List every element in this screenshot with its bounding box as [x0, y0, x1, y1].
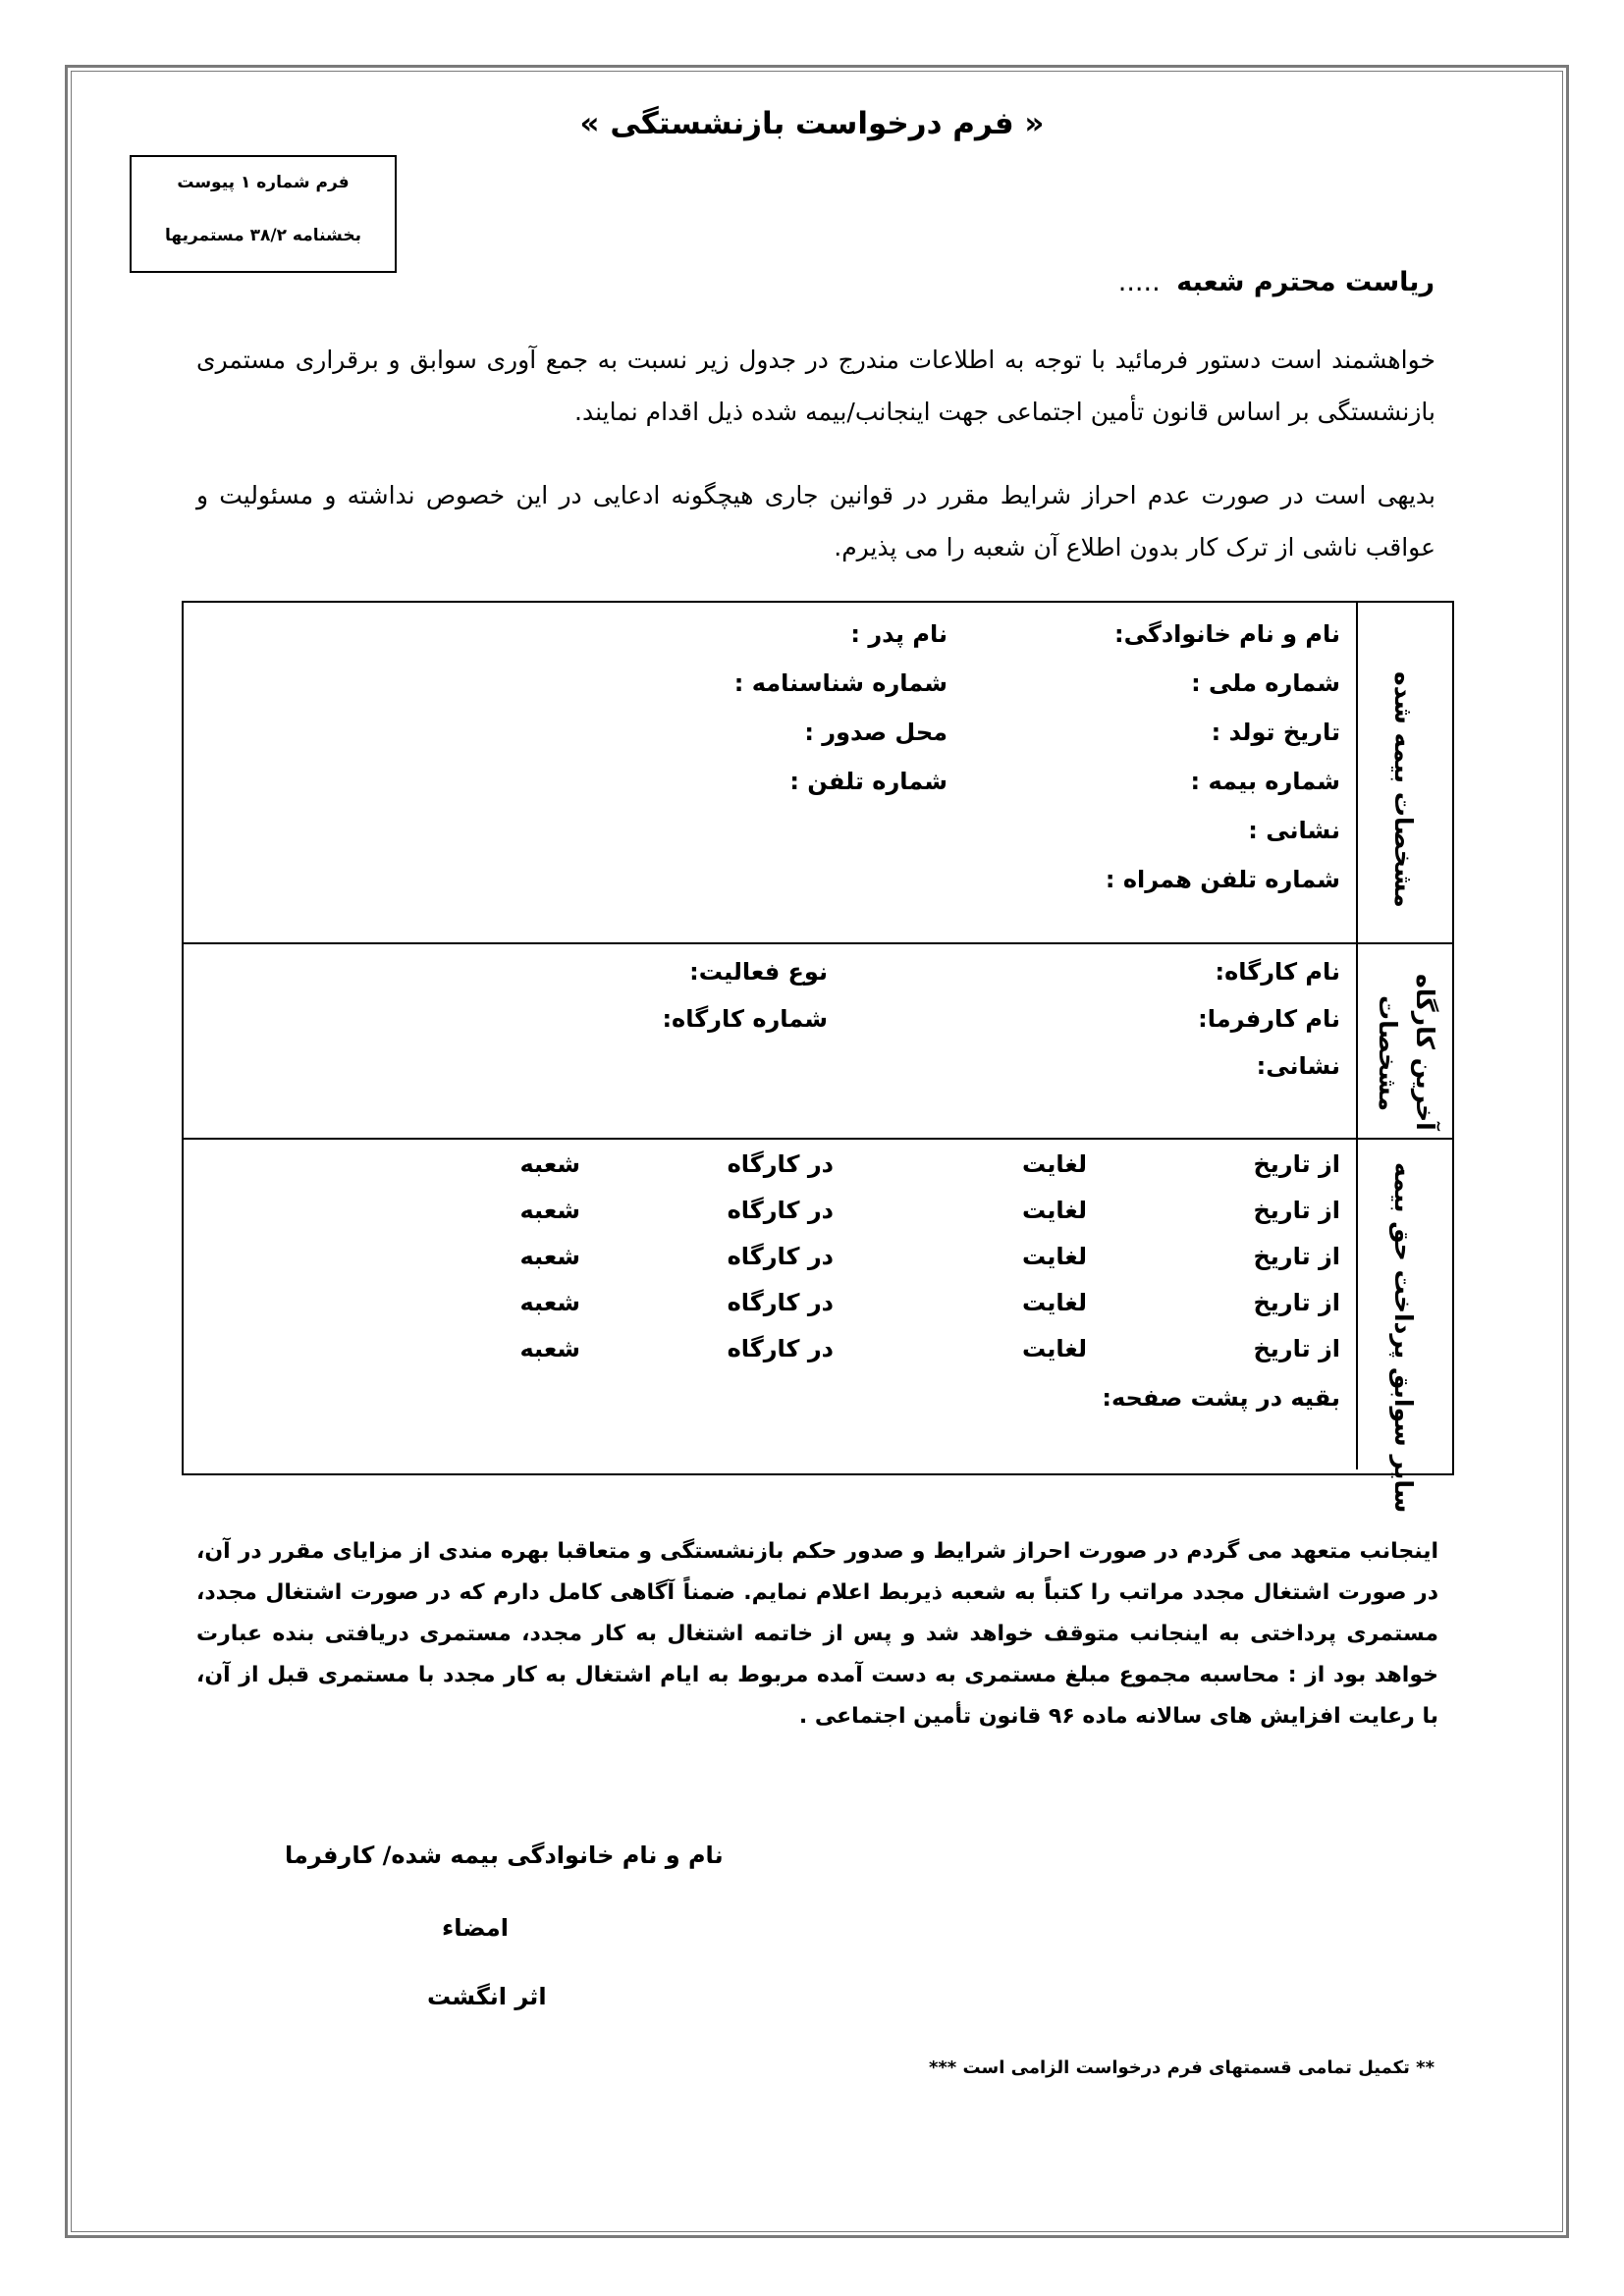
history-branch: شعبه — [519, 1197, 580, 1224]
section-divider-1 — [184, 942, 1452, 944]
footnote: ** تکمیل تمامی قسمتهای فرم درخواست الزامی است *** — [928, 2057, 1435, 2078]
history-workplace: در کارگاه — [727, 1150, 834, 1178]
issue-place-field: محل صدور : — [804, 719, 947, 746]
info-table — [182, 601, 1454, 1514]
mobile-field: شماره تلفن همراه : — [1105, 866, 1340, 893]
history-until: لغایت — [1022, 1197, 1087, 1224]
history-branch: شعبه — [519, 1243, 580, 1270]
acknowledgement-paragraph: بدیهی است در صورت عدم احراز شرایط مقرر در قوانین جاری هیچگونه ادعایی در این خصوص نداشته و مسئولیت و عواقب ناشی از ترک کار بدون اطلاع آن شعبه را می پذیرم. — [196, 481, 1435, 561]
history-section-heading: سایر سوابق پرداخت حق بیمه — [1389, 1162, 1418, 1514]
history-from-date: از تاریخ — [1253, 1197, 1340, 1224]
history-from-date: از تاریخ — [1253, 1243, 1340, 1270]
history-branch: شعبه — [519, 1335, 580, 1362]
history-from-date: از تاریخ — [1253, 1150, 1340, 1178]
signature-label: امضاء — [442, 1914, 510, 1942]
history-workplace: در کارگاه — [727, 1243, 834, 1270]
history-until: لغایت — [1022, 1243, 1087, 1270]
history-workplace: در کارگاه — [727, 1335, 834, 1362]
attachment-box — [130, 155, 397, 273]
history-workplace: در کارگاه — [727, 1289, 834, 1316]
salutation-dots: ..... — [1117, 267, 1161, 297]
history-from-date: از تاریخ — [1253, 1335, 1340, 1362]
section-divider-2 — [184, 1138, 1452, 1140]
attachment-line-2: بخشنامه ۳۸/۲ مستمریها — [164, 226, 361, 245]
continued-on-back: بقیه در پشت صفحه: — [1102, 1384, 1340, 1412]
insurance-number-field: شماره بیمه : — [1190, 768, 1340, 795]
request-paragraph: خواهشمند است دستور فرمائید با توجه به اطلاعات مندرج در جدول زیر نسبت به جمع آوری سوابق و برقراری مستمری بازنشستگی بر اساس قانون تأمین اجتماعی جهت اینجانب/بیمه شده ذیل اقدام نمایند. — [196, 346, 1435, 426]
workplace-number-field: شماره کارگاه: — [662, 1005, 828, 1033]
commitment-paragraph: اینجانب متعهد می گردم در صورت احراز شرایط و صدور حکم بازنشستگی و متعاقبا بهره مندی از مزایای مقرر در آن، در صورت اشتغال مجدد مراتب را کتباً به شعبه ذیربط اعلام نمایم. ضمناً آگاهی کامل دارم که در صورت اشتغال مجدد، مستمری پرداختی به اینجانب متوقف خواهد شد و پس از خاتمه اشتغال به کار مجدد، مستمری دریافتی بنده عبارت خواهد بود از : محاسبه مجموع مبلغ مستمری به دست آمده مربوط به ایام اشتغال به کار مجدد با مستمری قبل از آن، با رعایت افزایش های سالانه ماده ۹۶ قانون تأمین اجتماعی . — [196, 1539, 1438, 1729]
employer-name-field: نام کارفرما: — [1198, 1005, 1340, 1033]
history-workplace: در کارگاه — [727, 1197, 834, 1224]
attachment-line-1: فرم شماره ۱ پیوست — [177, 173, 350, 192]
insured-section-heading: مشخصات بیمه شده — [1389, 671, 1418, 908]
workplace-heading-line-1: مشخصات — [1374, 995, 1402, 1112]
national-id-field: شماره ملی : — [1191, 669, 1340, 697]
phone-field: شماره تلفن : — [789, 768, 947, 795]
history-from-date: از تاریخ — [1253, 1289, 1340, 1316]
birth-date-field: تاریخ تولد : — [1211, 719, 1340, 746]
history-until: لغایت — [1022, 1289, 1087, 1316]
workplace-name-field: نام کارگاه: — [1215, 958, 1340, 986]
address-field: نشانی : — [1248, 817, 1340, 844]
history-until: لغایت — [1022, 1150, 1087, 1178]
workplace-address-field: نشانی: — [1256, 1052, 1340, 1080]
form-title: « فرم درخواست بازنشستگی » — [579, 106, 1045, 141]
history-until: لغایت — [1022, 1335, 1087, 1362]
activity-type-field: نوع فعالیت: — [689, 958, 828, 986]
fingerprint-label: اثر انگشت — [427, 1983, 547, 2010]
salutation-text: ریاست محترم شعبه — [1176, 267, 1435, 297]
father-name-field: نام پدر : — [850, 620, 947, 648]
workplace-heading-line-2: آخرین کارگاه — [1411, 974, 1439, 1131]
signature-name-label: نام و نام خانوادگی بیمه شده/ کارفرما — [285, 1842, 724, 1869]
full-name-field: نام و نام خانوادگی: — [1114, 620, 1340, 648]
history-branch: شعبه — [519, 1150, 580, 1178]
history-branch: شعبه — [519, 1289, 580, 1316]
birth-cert-number-field: شماره شناسنامه : — [733, 669, 947, 697]
salutation — [1118, 267, 1435, 297]
